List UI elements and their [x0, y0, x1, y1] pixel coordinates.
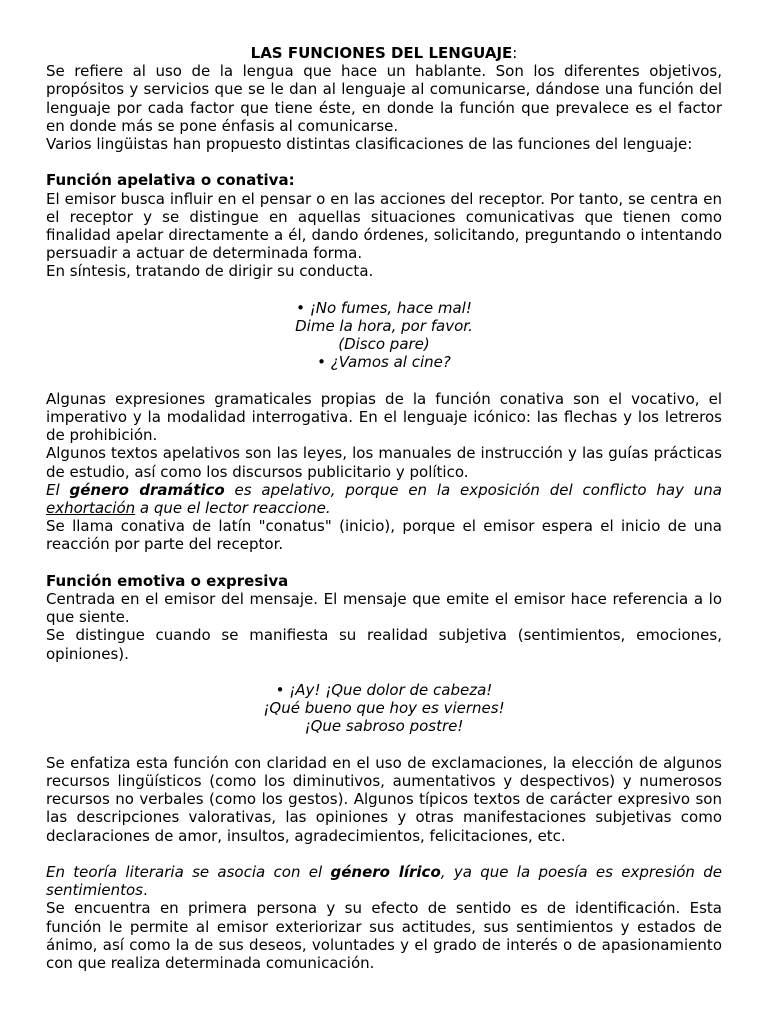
emotiva-paragraph-1: Centrada en el emisor del mensaje. El mensaje que emite el emisor hace referencia a lo que siente. — [46, 590, 722, 627]
conativa-example-4: • ¿Vamos al cine? — [317, 353, 451, 372]
emotiva-heading: Función emotiva o expresiva — [46, 571, 289, 590]
emotiva-example-3: ¡Que sabroso postre! — [304, 717, 464, 736]
conativa-paragraph-5 — [46, 481, 722, 517]
emotiva-example-1: • ¡Ay! ¡Que dolor de cabeza! — [275, 681, 493, 700]
title-text: LAS FUNCIONES DEL LENGUAJE — [250, 44, 513, 62]
p4-part-d: . — [143, 881, 148, 900]
emotiva-paragraph-4 — [46, 863, 722, 899]
p5-part-c: es apelativo, porque en la exposición del conflicto hay una — [224, 480, 722, 499]
emotiva-paragraph-2: Se distingue cuando se manifiesta su realidad subjetiva (sentimientos, emociones, opiniones). — [46, 626, 722, 663]
intro-paragraph-1: Se refiere al uso de la lengua que hace un hablante. Son los diferentes objetivos, propósitos y servicios que se le dan al lenguaje al comunicarse, dándose una función del lenguaje por cada factor que tiene éste, en donde la función que prevalece es el factor en donde más se pone énfasis al comunicarse. — [46, 62, 722, 135]
p5-part-e: a que el lector reaccione. — [135, 499, 331, 518]
exhortacion-term: exhortación — [46, 499, 136, 518]
p4-part-c: , ya que la poesía es expresión de sentimientos — [46, 863, 723, 900]
conativa-paragraph-1: El emisor busca influir en el pensar o en las acciones del receptor. Por tanto, se centra en el receptor y se distingue en aquellas situaciones comunicativas que tienen como finalidad apelar directamente a él, dando órdenes, solicitando, preguntando o intentando persuadir a actuar de determinada forma. — [46, 189, 722, 263]
conativa-example-2: Dime la hora, por favor. — [295, 317, 473, 336]
conativa-paragraph-2: En síntesis, tratando de dirigir su conducta. — [46, 262, 374, 281]
conativa-example-3: (Disco pare) — [338, 335, 430, 354]
intro-paragraph-2: Varios lingüistas han propuesto distintas clasificaciones de las funciones del lenguaje: — [46, 135, 693, 154]
emotiva-example-2: ¡Qué bueno que hoy es viernes! — [263, 699, 505, 718]
title-suffix: : — [512, 44, 518, 62]
conativa-paragraph-3: Algunas expresiones gramaticales propias de la función conativa son el vocativo, el imperativo y la modalidad interrogativa. En el lenguaje icónico: las flechas y los letreros de prohibición. — [46, 389, 722, 445]
conativa-paragraph-6: Se llama conativa de latín "conatus" (inicio), porque el emisor espera el inicio de una reacción por parte del receptor. — [46, 517, 722, 554]
conativa-paragraph-4: Algunos textos apelativos son las leyes, los manuales de instrucción y las guías prácticas de estudio, así como los discursos publicitario y político. — [46, 444, 722, 481]
page-title — [46, 44, 722, 62]
conativa-heading: Función apelativa o conativa: — [46, 171, 295, 190]
conativa-example-1: • ¡No fumes, hace mal! — [296, 298, 472, 317]
p4-part-a: En teoría literaria se asocia con el — [46, 863, 331, 882]
emotiva-paragraph-5: Se encuentra en primera persona y su efecto de sentido es de identificación. Esta función le permite al emisor exteriorizar sus actitudes, sus sentimientos y estados de ánimo, así como la de sus deseos, voluntades y el grado de interés o de apasionamiento con que realiza determinada comunicación. — [46, 899, 722, 973]
genero-dramatico-term: género dramático — [69, 480, 225, 499]
genero-lirico-term: género lírico — [330, 863, 441, 882]
p5-part-a: El — [46, 480, 70, 499]
emotiva-paragraph-3: Se enfatiza esta función con claridad en el uso de exclamaciones, la elección de algunos recursos lingüísticos (como los diminutivos, aumentativos y despectivos) y numerosos recursos no verbales (como los gestos). Algunos típicos textos de carácter expresivo son las descripciones valorativas, las opiniones y otras manifestaciones subjetivas como declaraciones de amor, insultos, agradecimientos, felicitaciones, etc. — [46, 753, 722, 845]
